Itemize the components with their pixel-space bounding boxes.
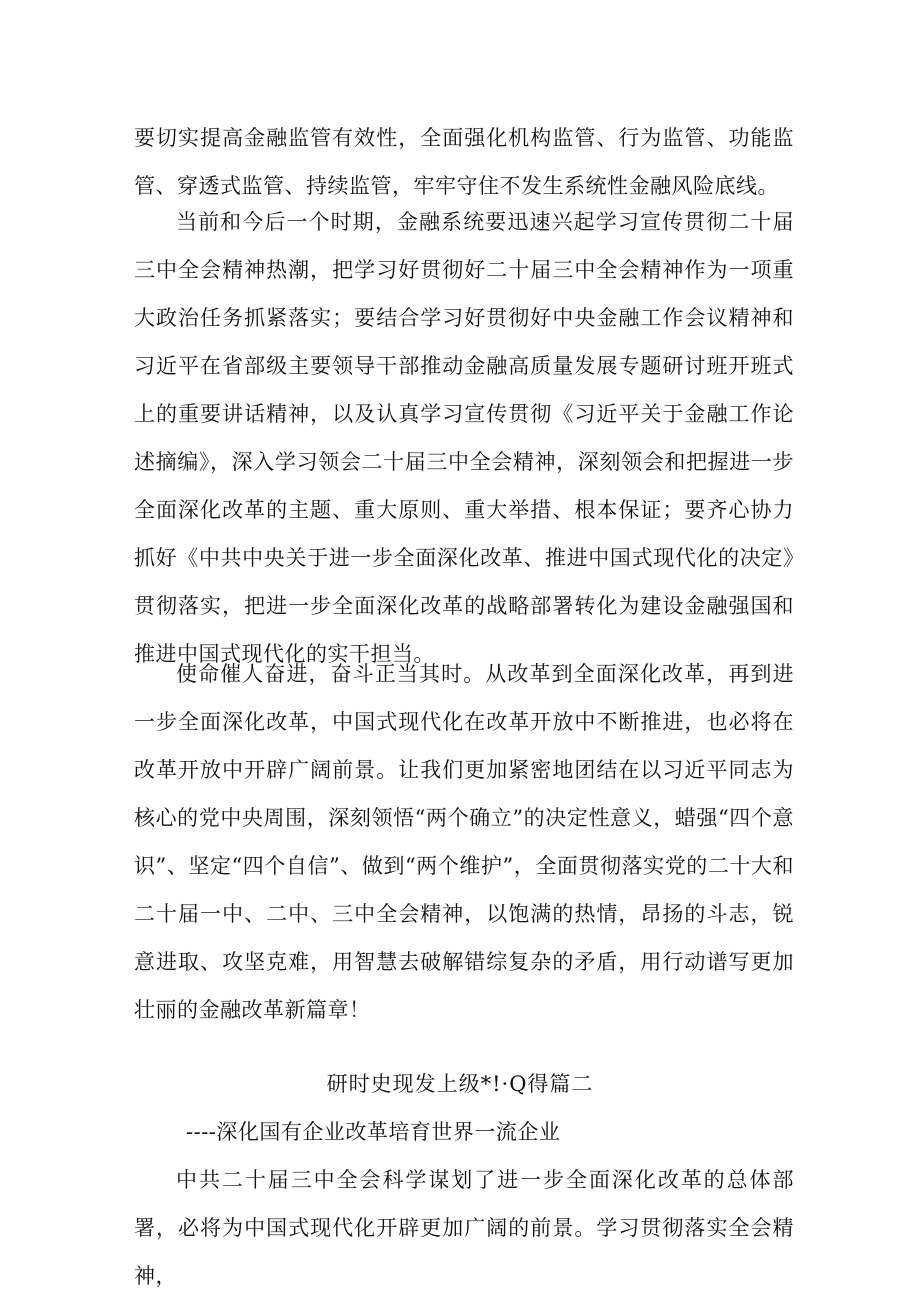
body-paragraph-1 xyxy=(134,114,794,210)
body-paragraph-3 xyxy=(134,650,794,1034)
body-paragraph-2 xyxy=(134,198,794,678)
section-subheading: ----深化国有企业改革培育世界一流企业 xyxy=(186,1120,561,1144)
body-paragraph-4 xyxy=(134,1156,794,1300)
paragraph-text: 当前和今后一个时期，金融系统要迅速兴起学习宣传贯彻二十届三中全会精神热潮，把学习好贯彻好二十届三中全会精神作为一项重大政治任务抓紧落实；要结合学习好贯彻好中央金融工作会议精神和习近平在省部级主要领导干部推动金融高质量发展专题研讨班开班式上的重要讲话精神，以及认真学习宣传贯彻《习近平关于金融工作论述摘编》，深入学习领会二十届三中全会精神，深刻领会和把握进一步全面深化改革的主题、重大原则、重大举措、根本保证；要齐心协力抓好《中共中央关于进一步全面深化改革、推进中国式现代化的决定》贯彻落实，把进一步全面深化改革的战略部署转化为建设金融强国和推进中国式现代化的实干担当。 xyxy=(134,210,794,666)
section-heading: 研时史现发上级*!·Q得篇二 xyxy=(326,1072,594,1096)
paragraph-text: 要切实提高金融监管有效性，全面强化机构监管、行为监管、功能监管、穿透式监管、持续监管，牢牢守住不发生系统性金融风险底线。 xyxy=(134,126,794,198)
paragraph-text: 使命催人奋进，奋斗正当其时。从改革到全面深化改革，再到进一步全面深化改革，中国式现代化在改革开放中不断推进，也必将在改革开放中开辟广阔前景。让我们更加紧密地团结在以习近平同志为核心的党中央周围，深刻领悟“两个确立”的决定性意义，蜡强“四个意识”、坚定“四个自信”、做到“两个维护”，全面贯彻落实党的二十大和二十届一中、二中、三中全会精神，以饱满的热情，昂扬的斗志，锐意进取、攻坚克难，用智慧去破解错综复杂的矛盾，用行动谱写更加壮丽的金融改革新篇章！ xyxy=(134,662,794,1022)
paragraph-text: 中共二十届三中全会科学谋划了进一步全面深化改革的总体部署，必将为中国式现代化开辟更加广阔的前景。学习贯彻落实全会精神， xyxy=(134,1168,794,1288)
